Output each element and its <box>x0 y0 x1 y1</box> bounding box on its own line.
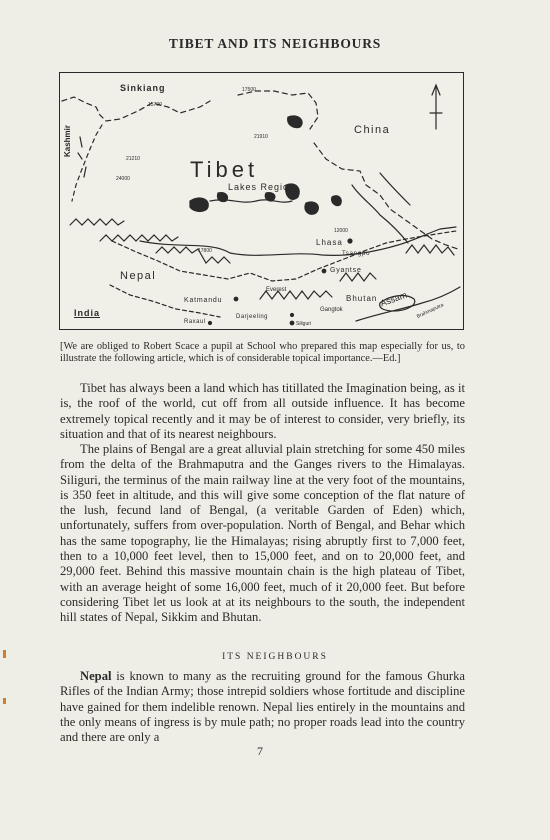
himalaya-nepal <box>156 247 230 263</box>
map-label-siliguri: Siliguri <box>296 321 312 327</box>
map-label-everest: Everest <box>266 287 287 293</box>
map-label-assam: Assam <box>378 289 409 309</box>
map-label-gyantse: Gyantse <box>330 267 362 274</box>
gyantse-dot <box>322 269 326 273</box>
sinkiang-china-border <box>238 91 318 129</box>
darjeeling-dot <box>291 314 294 317</box>
map-label-bhutan: Bhutan <box>346 294 378 303</box>
map-label-brahmaputra: Brahmaputra <box>415 302 445 320</box>
map-label-lakes-region: Lakes Region <box>228 182 296 192</box>
map-label-kashmir: Kashmir <box>63 124 73 158</box>
map-altitude-label: 15700 <box>148 102 162 108</box>
map-label-raxaul: Raxaul <box>184 319 206 325</box>
margin-mark <box>3 650 6 658</box>
paragraph-3-lead: Nepal <box>80 669 112 683</box>
margin-mark <box>3 698 6 704</box>
map-altitude-label: 17500 <box>242 87 256 93</box>
north-arrow-icon <box>430 85 442 129</box>
map-label-lhasa: Lhasa <box>316 238 343 247</box>
lhasa-dot <box>348 239 352 243</box>
lake-4 <box>305 202 318 214</box>
map-label-nepal: Nepal <box>120 270 157 282</box>
map-label-india: India <box>74 308 101 318</box>
himalaya-east <box>406 245 454 255</box>
lake-6 <box>288 116 302 128</box>
kashmir-border <box>72 125 102 201</box>
map-label-china: China <box>354 124 391 136</box>
map-altitude-label: 24000 <box>116 176 130 182</box>
map-altitude-label: 17800 <box>198 248 212 254</box>
paragraph-1: Tibet has always been a land which has titillated the Imagination being, as it is, the roof of the world, cut off from all outside influence. It has become extremely topical recently and it may be of interest to consider, very briefly, its situation and that of its nearest neighbours. <box>60 381 465 441</box>
katmandu-dot <box>234 297 238 301</box>
sinkiang-border <box>62 97 210 121</box>
map-label-katmandu: Katmandu <box>184 297 223 304</box>
map-label-sinkiang: Sinkiang <box>120 83 166 93</box>
map-altitude-label: 12000 <box>334 228 348 234</box>
map-figure <box>59 72 464 330</box>
river-kashmir <box>78 137 86 177</box>
river-east-2 <box>380 173 410 205</box>
himalaya-central <box>100 235 178 241</box>
section-heading: ITS NEIGHBOURS <box>222 652 328 662</box>
paragraph-3 <box>60 669 465 745</box>
paragraph-2: The plains of Bengal are a great alluvial plain stretching for some 450 miles from the delta of the Brahmaputra and the Ganges rivers to the Himalayas. Siliguri, the terminus of the main railway line at the very foot of the mountains, is 350 feet in altitude, and this will give some conception of the flat nature of the lush, fecund land of Bengal, (a veritable Garden of Eden) which, unfortunately, suffers from over-population. North of Bengal, and Behar which has the same topography, lie the Himalayas; rising abruptly first to 7,000 feet, then to a 10,000 feet level, then to 15,000 feet, and on to 20,000 feet, and 29,000 feet. Behind this massive mountain chain is the high plateau of Tibet, with an average height of some 16,000 feet, much of it 20,000 feet. But before considering Tibet let us look at at its neighbours to the south, the independent hill states of Nepal, Sikkim and Bhutan. <box>60 442 465 625</box>
himalaya-west <box>70 219 124 225</box>
page-title: TIBET AND ITS NEIGHBOURS <box>168 36 382 51</box>
himalaya-bhutan <box>340 273 376 281</box>
map-caption: [We are obliged to Robert Scace a pupil at School who prepared this map especially for us, to illustrate the following article, which is of considerable topical importance.—Ed.] <box>60 341 465 365</box>
siliguri-dot <box>290 321 294 325</box>
brahmaputra-river <box>356 287 460 321</box>
lake-1 <box>190 198 208 211</box>
map-altitude-label: 21210 <box>126 156 140 162</box>
map-label-tsangpo: Tsangpo <box>342 251 371 257</box>
tsangpo-river <box>140 227 456 255</box>
lake-5 <box>332 196 342 206</box>
map-label-tibet: Tibet <box>190 157 259 182</box>
page-number: 7 <box>257 744 263 758</box>
map-altitude-label: 21910 <box>254 134 268 140</box>
map-label-darjeeling: Darjeeling <box>236 314 269 320</box>
map-label-gangtok: Gangtok <box>320 307 343 313</box>
raxaul-dot <box>209 322 212 325</box>
paragraph-3-rest: is known to many as the recruiting ground for the famous Ghurka Rifles of the Indian Army; those intrepid soldiers whose fortitude and discipline have gained for them indelible renown. Nepal lies entirely in the mountains and the only means of ingress is by mule path; no proper roads lead into the country and there are only a <box>60 669 465 745</box>
